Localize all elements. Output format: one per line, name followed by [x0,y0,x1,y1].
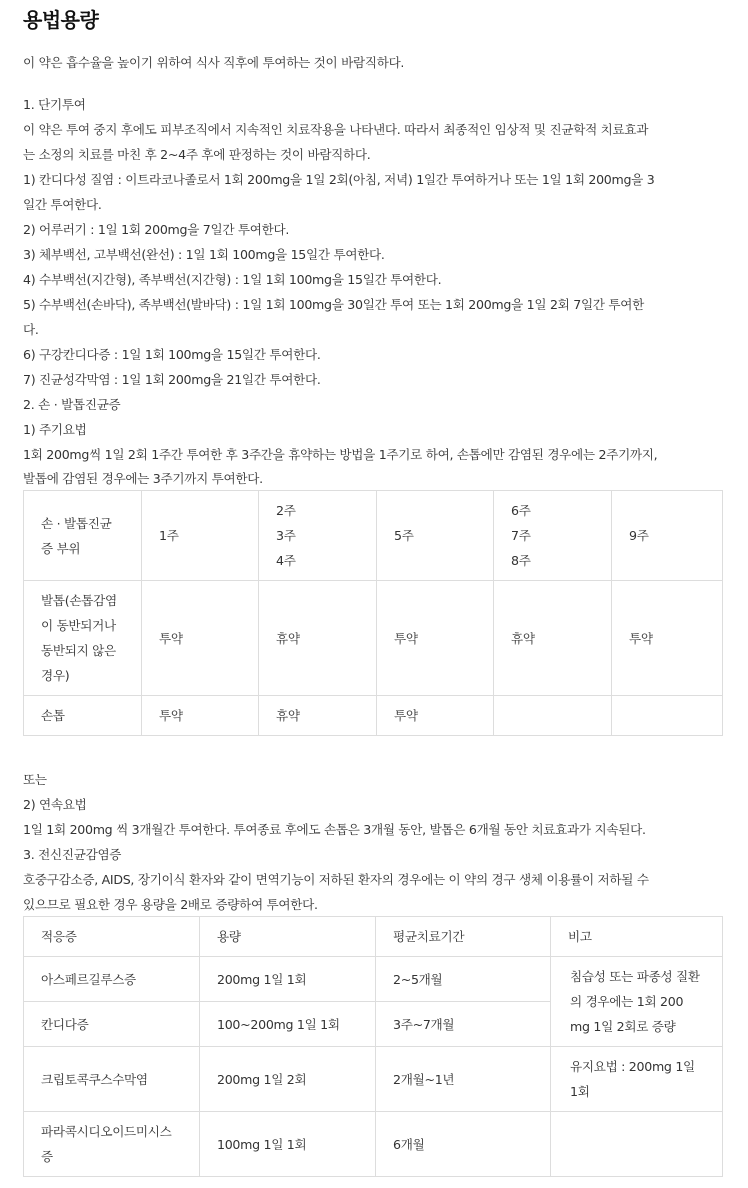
table-cell [259,491,377,581]
table-cell [494,491,612,581]
table-cell [200,1112,376,1177]
list-item: 1) 칸디다성 질염 : 이트라코나졸로서 1회 200mg을 1일 2회(아침, 저녁) 1일간 투여하거나 또는 1일 1회 200mg을 3 [23,172,655,187]
table-cell [551,917,723,957]
section2-desc-line2: 발톱에 감염된 경우에는 3주기까지 투여한다. [23,471,263,486]
cell-text: 휴약 [276,630,300,646]
table-cell [494,581,612,696]
table-cell [376,917,551,957]
table-cell [24,917,200,957]
table-cell [200,917,376,957]
cell-text: 투약 [159,630,183,646]
cell-text: 2개월~1년 [393,1071,455,1087]
table-cell [200,957,376,1002]
table-cell [24,1047,200,1112]
cell-text: 2~5개월 [393,971,443,987]
cell-text: 아스페르길루스증 [41,971,136,987]
cell-text: 5주 [394,528,414,543]
table-cell [24,957,200,1002]
table-cell [551,1112,723,1177]
intro-text: 이 약은 흡수율을 높이기 위하여 식사 직후에 투여하는 것이 바람직하다. [23,55,405,70]
cycle-therapy-table [23,490,723,736]
table-cell [24,1112,200,1177]
table-row [24,1047,723,1112]
table-row [24,917,723,957]
section3-desc-line2: 있으므로 필요한 경우 용량을 2배로 증량하여 투여한다. [23,897,318,912]
cell-text: 6주 7주 8주 [511,503,531,568]
table-cell [494,696,612,736]
or-text: 또는 [23,772,47,787]
table-cell [24,491,142,581]
cell-text: 1주 [159,528,179,543]
table-cell [376,1047,551,1112]
table-cell [376,1002,551,1047]
cell-text: 100~200mg 1일 1회 [217,1016,340,1032]
section2-heading: 2. 손 · 발톱진균증 [23,397,121,412]
list-item: 7) 진균성각막염 : 1일 1회 200mg을 21일간 투여한다. [23,372,321,387]
cell-text: 손톱 [41,708,65,723]
table-cell [612,696,723,736]
table-cell [142,581,259,696]
list-item: 3) 체부백선, 고부백선(완선) : 1일 1회 100mg을 15일간 투여한다. [23,247,385,262]
section3-heading: 3. 전신진균감염증 [23,847,122,862]
table-cell [612,491,723,581]
table-cell [142,696,259,736]
section2-desc-line1: 1회 200mg씩 1일 2회 1주간 투여한 후 3주간을 휴약하는 방법을 1주기로 하여, 손톱에만 감염된 경우에는 2주기까지, [23,447,658,462]
page-title: 용법용량 [23,8,99,32]
note-text: 유지요법 : 200mg 1일 1회 [570,1059,695,1099]
list-item: 다. [23,322,39,337]
cell-text: 투약 [394,630,418,646]
cell-text: 2주 3주 4주 [276,503,296,568]
table-cell [377,581,494,696]
table-cell-note [551,957,723,1047]
cell-text: 용량 [217,929,241,944]
section2-sub2-desc: 1일 1회 200mg 씩 3개월간 투여한다. 투여종료 후에도 손톱은 3개월 동안, 발톱은 6개월 동안 치료효과가 지속된다. [23,822,646,837]
cell-text: 크립토콕쿠스수막염 [41,1071,148,1087]
section2-sub2: 2) 연속요법 [23,797,87,812]
table-cell [200,1047,376,1112]
table-cell [377,696,494,736]
list-item: 6) 구강칸디다증 : 1일 1회 100mg을 15일간 투여한다. [23,347,321,362]
cell-text: 손 · 발톱진균 증 부위 [41,515,112,556]
table-row [24,491,723,581]
list-item: 4) 수부백선(지간형), 족부백선(지간형) : 1일 1회 100mg을 15일간 투여한다. [23,272,442,287]
table-cell [24,581,142,696]
note-text: 침습성 또는 파종성 질환 의 경우에는 1회 200 mg 1일 2회로 증량 [570,969,700,1034]
cell-text: 투약 [629,630,653,646]
table-cell-note [551,1047,723,1112]
table-cell [376,957,551,1002]
cell-text: 6개월 [393,1136,425,1152]
table-row [24,581,723,696]
cell-text: 100mg 1일 1회 [217,1136,307,1152]
section2-sub1: 1) 주기요법 [23,422,87,437]
table-row [24,696,723,736]
list-item: 일간 투여한다. [23,197,102,212]
table-cell [24,696,142,736]
cell-text: 투약 [159,708,183,723]
list-item: 5) 수부백선(손바닥), 족부백선(발바닥) : 1일 1회 100mg을 30일간 투여 또는 1회 200mg을 1일 2회 7일간 투여한 [23,297,644,312]
cell-text: 200mg 1일 2회 [217,1071,307,1087]
table-row [24,1112,723,1177]
table-cell [259,696,377,736]
cell-text: 평균치료기간 [393,929,465,944]
list-item: 2) 어루러기 : 1일 1회 200mg을 7일간 투여한다. [23,222,290,237]
table-cell [142,491,259,581]
cell-text: 비고 [568,929,592,944]
table-cell [376,1112,551,1177]
section3-desc-line1: 호중구감소증, AIDS, 장기이식 환자와 같이 면역기능이 저하된 환자의 경우에는 이 약의 경구 생체 이용률이 저하될 수 [23,872,649,887]
cell-text: 3주~7개월 [393,1016,455,1032]
cell-text: 적응증 [41,929,77,944]
section1-heading: 1. 단기투여 [23,97,86,112]
cell-text: 파라콕시디오이드미시스 증 [41,1124,172,1164]
table-cell [259,581,377,696]
table-cell [612,581,723,696]
cell-text: 발톱(손톱감염 이 동반되거나 동반되지 않은 경우) [41,593,117,683]
cell-text: 투약 [394,708,418,723]
cell-text: 휴약 [276,708,300,723]
cell-text: 칸디다증 [41,1016,89,1032]
table-cell [24,1002,200,1047]
cell-text: 200mg 1일 1회 [217,971,307,987]
systemic-infection-table [23,916,723,1177]
table-row [24,957,723,1002]
section1-desc-line2: 는 소정의 치료를 마친 후 2~4주 후에 판정하는 것이 바람직하다. [23,147,371,162]
table-cell [200,1002,376,1047]
section1-desc-line1: 이 약은 투여 중지 후에도 피부조직에서 지속적인 치료작용을 나타낸다. 따라서 최종적인 임상적 및 진균학적 치료효과 [23,122,649,137]
table-cell [377,491,494,581]
cell-text: 9주 [629,528,649,543]
cell-text: 휴약 [511,630,535,646]
